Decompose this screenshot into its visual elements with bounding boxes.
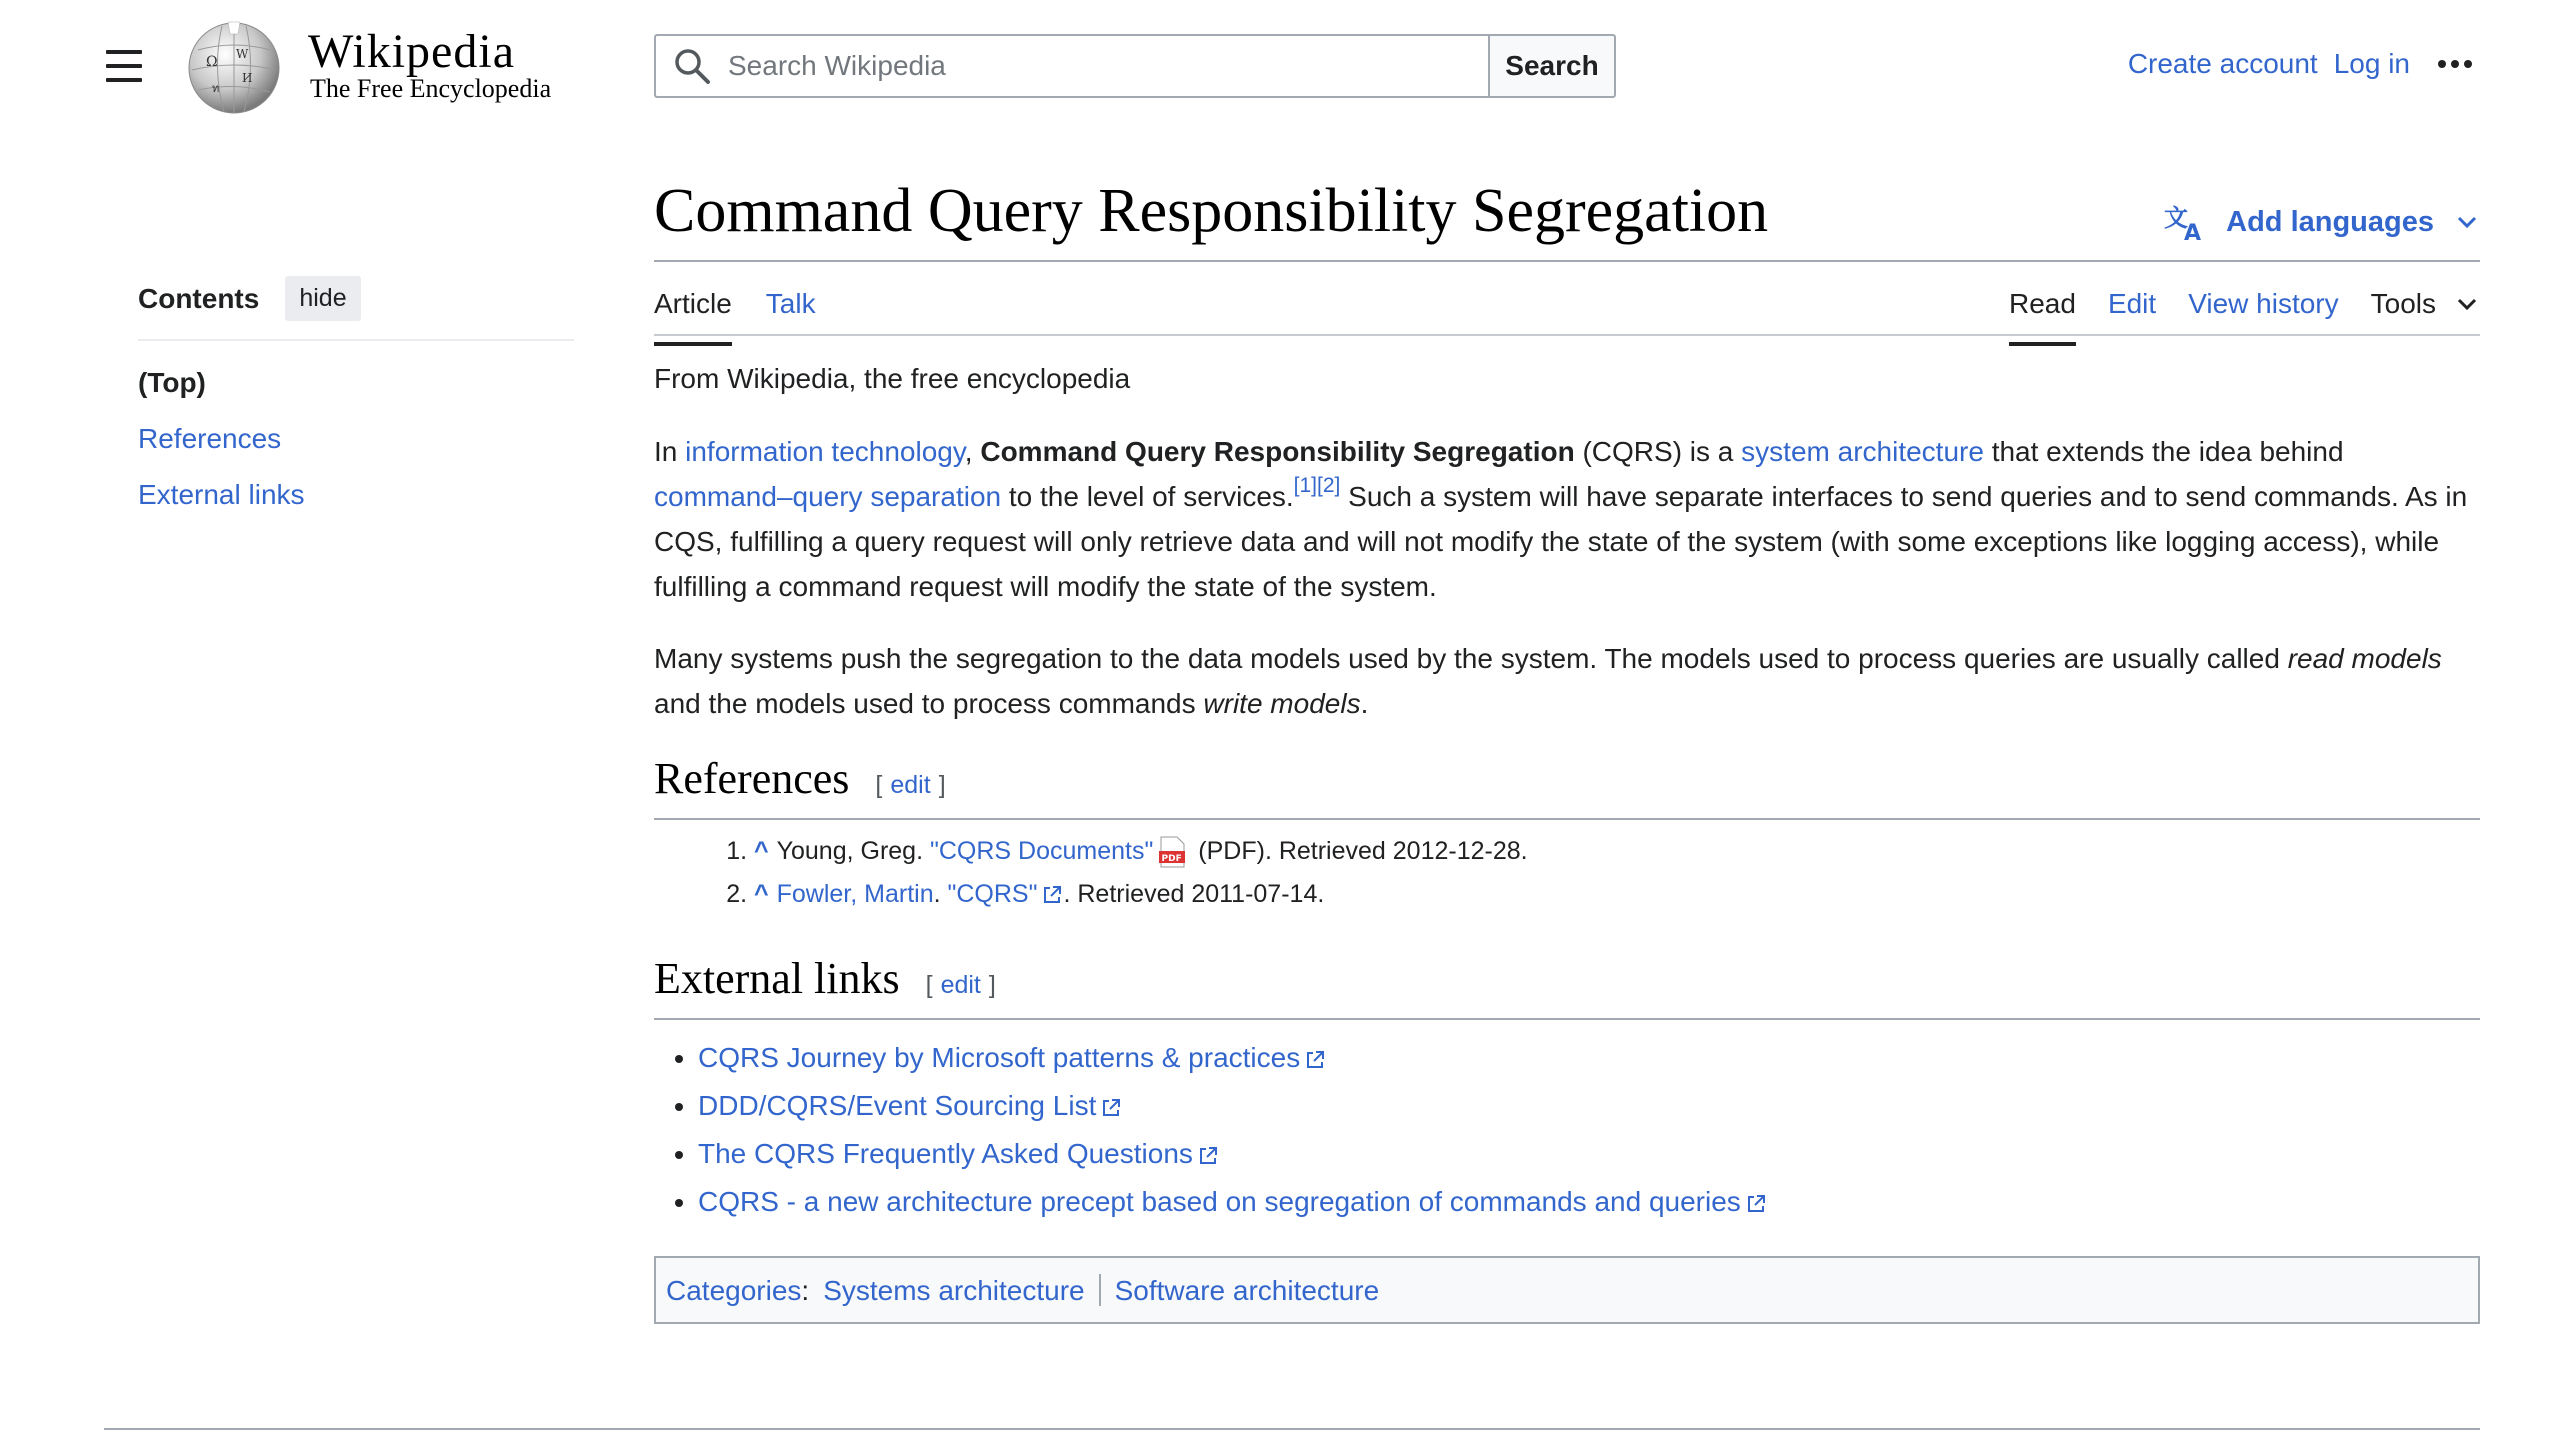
svg-text:Ω: Ω — [206, 54, 218, 70]
wikipedia-logo[interactable] — [184, 20, 554, 116]
search-button[interactable]: Search — [1488, 34, 1616, 98]
text: (CQRS) is a — [1574, 436, 1742, 467]
external-link-icon — [1041, 884, 1063, 906]
categories-colon: : — [801, 1274, 810, 1306]
text: to the level of services. — [1001, 481, 1294, 512]
toc-item-external-links[interactable]: External links — [138, 479, 305, 510]
search-icon — [672, 46, 712, 86]
citation-1[interactable]: [1] — [1293, 473, 1318, 497]
category-separator — [1099, 1274, 1101, 1306]
translate-icon — [2164, 202, 2208, 242]
heading-text: External links — [654, 954, 900, 1003]
toc-title: Contents — [138, 282, 260, 314]
text: , — [964, 436, 981, 467]
author-link[interactable]: Fowler, Martin — [776, 880, 934, 908]
link-information-technology[interactable]: information technology — [685, 436, 965, 467]
heading-text: References — [654, 754, 850, 803]
pdf-icon — [1157, 836, 1187, 868]
list-item — [698, 1178, 2480, 1226]
table-of-contents — [138, 276, 574, 535]
svg-text:文: 文 — [2164, 204, 2189, 232]
list-item — [698, 1034, 2480, 1082]
add-languages-label: Add languages — [2226, 205, 2434, 238]
tab-edit[interactable]: Edit — [2107, 288, 2157, 319]
link-command-query-separation[interactable]: command–query separation — [654, 481, 1002, 512]
text: and the models used to process commands — [654, 688, 1204, 719]
reference-title-link[interactable]: "CQRS Documents" — [929, 837, 1154, 865]
text: Young, Greg. — [776, 837, 930, 865]
text: that extends the idea behind — [1983, 436, 2344, 467]
list-item — [698, 1082, 2480, 1130]
text: . — [933, 880, 948, 908]
toc-header — [138, 276, 574, 341]
reference-item — [754, 873, 2480, 916]
add-languages-button[interactable] — [2164, 202, 2480, 242]
tabs-divider — [654, 334, 2480, 336]
toc-hide-button[interactable]: hide — [285, 276, 360, 321]
page-title: Command Query Responsibility Segregation — [654, 177, 1769, 245]
tab-tools[interactable] — [2371, 288, 2480, 346]
create-account-link[interactable]: Create account — [2127, 48, 2318, 79]
external-link[interactable]: CQRS Journey by Microsoft patterns & practices — [698, 1042, 1301, 1073]
footer-divider — [104, 1428, 2480, 1430]
svg-text:ท: ท — [212, 82, 220, 95]
menu-icon-bar — [106, 78, 142, 82]
chevron-down-icon — [2454, 209, 2480, 235]
text: Many systems push the segregation to the data models used by the system. The models used to process queries are usually called — [654, 643, 2288, 674]
toc-item-references[interactable]: References — [138, 423, 282, 454]
external-link-icon — [1197, 1145, 1219, 1167]
edit-section: [ edit ] — [875, 771, 946, 799]
backlink-caret[interactable]: ^ — [754, 880, 769, 908]
user-links — [2128, 48, 2472, 80]
edit-section: [ edit ] — [925, 971, 996, 999]
tab-view-history[interactable]: View history — [2188, 288, 2339, 319]
text: (PDF). Retrieved 2012-12-28. — [1191, 837, 1528, 865]
more-dot — [2451, 60, 2459, 68]
svg-text:W: W — [236, 47, 249, 61]
section-heading-references — [654, 756, 2480, 820]
search-input[interactable] — [728, 50, 1488, 82]
svg-text:PDF: PDF — [1161, 854, 1183, 865]
category-link-software-architecture[interactable]: Software architecture — [1114, 1274, 1380, 1306]
edit-section-link[interactable]: edit — [890, 771, 931, 799]
search-box[interactable] — [654, 34, 1488, 98]
external-link-icon — [1100, 1097, 1122, 1119]
external-link-icon — [1304, 1049, 1326, 1071]
more-dot — [2464, 60, 2472, 68]
more-icon[interactable] — [2438, 60, 2472, 68]
wikipedia-globe-icon — [184, 20, 284, 116]
external-link[interactable]: CQRS - a new architecture precept based on segregation of commands and queries — [698, 1186, 1741, 1217]
italic-term: write models — [1203, 688, 1361, 719]
citation-2[interactable]: [2] — [1317, 473, 1341, 497]
text: . Retrieved 2011-07-14. — [1063, 880, 1325, 908]
main-menu-button[interactable] — [104, 46, 144, 86]
reference-item — [754, 830, 2480, 873]
text: . — [1360, 688, 1369, 719]
text: In — [654, 436, 686, 467]
paragraph-intro — [654, 429, 2480, 609]
svg-text:A: A — [2184, 221, 2202, 242]
reference-title-link[interactable]: "CQRS" — [947, 880, 1038, 908]
menu-icon-bar — [106, 50, 142, 54]
title-divider — [654, 260, 2480, 262]
logo-tagline: The Free Encyclopedia — [310, 74, 552, 103]
svg-text:И: И — [242, 71, 253, 85]
references-list — [654, 830, 2480, 916]
external-link[interactable]: DDD/CQRS/Event Sourcing List — [698, 1090, 1097, 1121]
text: Such a system will have separate interfaces to send queries and to send commands. As in CQS, fulfilling a query request will only retrieve data and will not modify the state of the system (with some exceptions like logging access), while fulfilling a command request will modify the state of the system. — [654, 481, 2468, 602]
external-link[interactable]: The CQRS Frequently Asked Questions — [698, 1138, 1193, 1169]
search-form — [654, 34, 1616, 98]
paragraph-models — [654, 636, 2480, 726]
italic-term: read models — [2287, 643, 2442, 674]
backlink-caret[interactable]: ^ — [754, 837, 769, 865]
chevron-down-icon — [2454, 291, 2480, 317]
categories-label-link[interactable]: Categories — [666, 1274, 802, 1306]
category-link-systems-architecture[interactable]: Systems architecture — [823, 1274, 1085, 1306]
toc-item-top[interactable]: (Top) — [138, 367, 206, 398]
site-subtitle: From Wikipedia, the free encyclopedia — [654, 363, 1131, 394]
logo-wordmark: Wikipedia — [308, 25, 515, 78]
external-link-icon — [1745, 1193, 1767, 1215]
tab-article[interactable]: Article — [654, 288, 732, 346]
bold-term: Command Query Responsibility Segregation — [980, 436, 1575, 467]
menu-icon-bar — [106, 64, 142, 68]
external-links-list — [654, 1034, 2480, 1226]
list-item — [698, 1130, 2480, 1178]
toc-list — [138, 367, 574, 511]
tab-talk[interactable]: Talk — [765, 288, 816, 319]
section-heading-external-links — [654, 956, 2480, 1020]
tools-label: Tools — [2370, 288, 2436, 319]
category-links — [654, 1256, 2480, 1324]
log-in-link[interactable]: Log in — [2333, 48, 2410, 79]
view-tabs — [1977, 288, 2480, 346]
link-system-architecture[interactable]: system architecture — [1741, 436, 1984, 467]
article-content — [654, 356, 2480, 1324]
header — [0, 0, 2560, 140]
more-dot — [2438, 60, 2446, 68]
namespace-tabs — [654, 288, 850, 346]
tab-read[interactable]: Read — [2009, 288, 2076, 346]
edit-section-link[interactable]: edit — [940, 971, 981, 999]
